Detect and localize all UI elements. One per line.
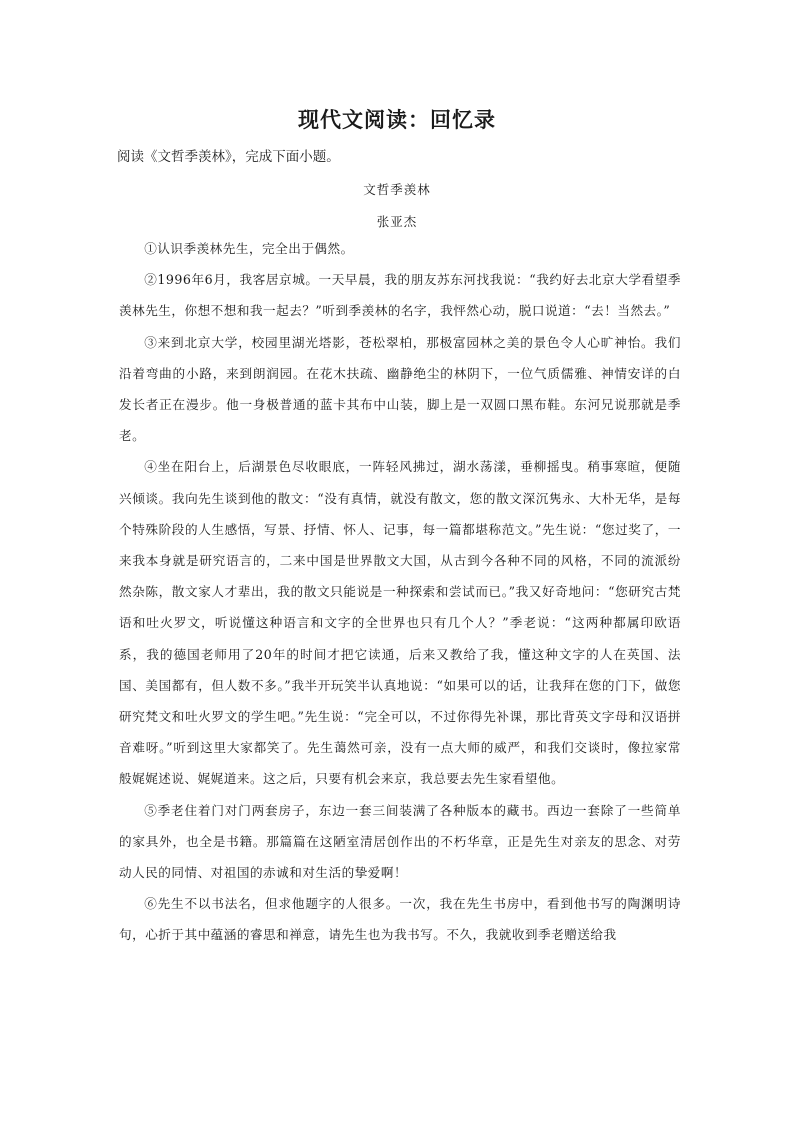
article-body	[119, 233, 681, 951]
paragraph-1: ①认识季羡林先生，完全出于偶然。	[144, 241, 354, 256]
paragraph-3: ③来到北京大学，校园里湖光塔影，苍松翠柏，那极富园林之美的景色令人心旷神怡。我们沿着弯曲的小路，来到朗润园。在花木扶疏、幽静绝尘的林阴下，一位气质儒雅、神情安详的白发长者正在漫步。他一身极普通的蓝卡其布中山装，脚上是一双圆口黑布鞋。东河兄说那就是季老。	[119, 334, 681, 444]
article-title: 文哲季羡林	[363, 182, 431, 197]
paragraph-5: ⑤季老住着门对门两套房子，东边一套三间装满了各种版本的藏书。西边一套除了一些简单的家具外，也全是书籍。那篇篇在这陋室清居创作出的不朽华章，正是先生对亲友的思念、对劳动人民的同情、对祖国的赤诚和对生活的挚爱啊！	[119, 802, 681, 881]
paragraph-2: ②1996年6月，我客居京城。一天早晨，我的朋友苏东河找我说：“我约好去北京大学看望季羡林先生，你想不想和我一起去？”听到季羡林的名字，我怦然心动，脱口说道：“去！当然去。”	[119, 272, 681, 319]
instruction-text: 阅读《文哲季羡林》，完成下面小题。	[117, 149, 340, 165]
article-author: 张亚杰	[376, 214, 418, 229]
paragraph-6: ⑥先生不以书法名，但求他题字的人很多。一次，我在先生书房中，看到他书写的陶渊明诗句，心折于其中蕴涵的睿思和禅意，请先生也为我书写。不久，我就收到季老赠送给我	[119, 896, 681, 943]
page-title: 现代文阅读：回忆录	[298, 108, 496, 132]
paragraph-4: ④坐在阳台上，后湖景色尽收眼底，一阵轻风拂过，湖水荡漾，垂柳摇曳。稍事寒暄，便随兴倾谈。我向先生谈到他的散文：“没有真情，就没有散文，您的散文深沉隽永、大朴无华，是每个特殊阶段的人生感悟，写景、抒情、怀人、记事，每一篇都堪称范文。”先生说：“您过奖了，一来我本身就是研究语言的，二来中国是世界散文大国，从古到今各种不同的风格，不同的流派纷然杂陈，散文家人才辈出，我的散文只能说是一种探索和尝试而已。”我又好奇地问：“您研究古梵语和吐火罗文，听说懂这种语言和文字的全世界也只有几个人？”季老说：“这两种都属印欧语系，我的德国老师用了20年的时间才把它读通，后来又教给了我，懂这种文字的人在英国、法国、美国都有，但人数不多。”我半开玩笑半认真地说：“如果可以的话，让我拜在您的门下，做您研究梵文和吐火罗文的学生吧。”先生说：“完全可以，不过你得先补课，那比背英文字母和汉语拼音难呀。”听到这里大家都笑了。先生蔼然可亲，没有一点大师的威严，和我们交谈时，像拉家常般娓娓述说、娓娓道来。这之后，只要有机会来京，我总要去先生家看望他。	[119, 459, 681, 787]
